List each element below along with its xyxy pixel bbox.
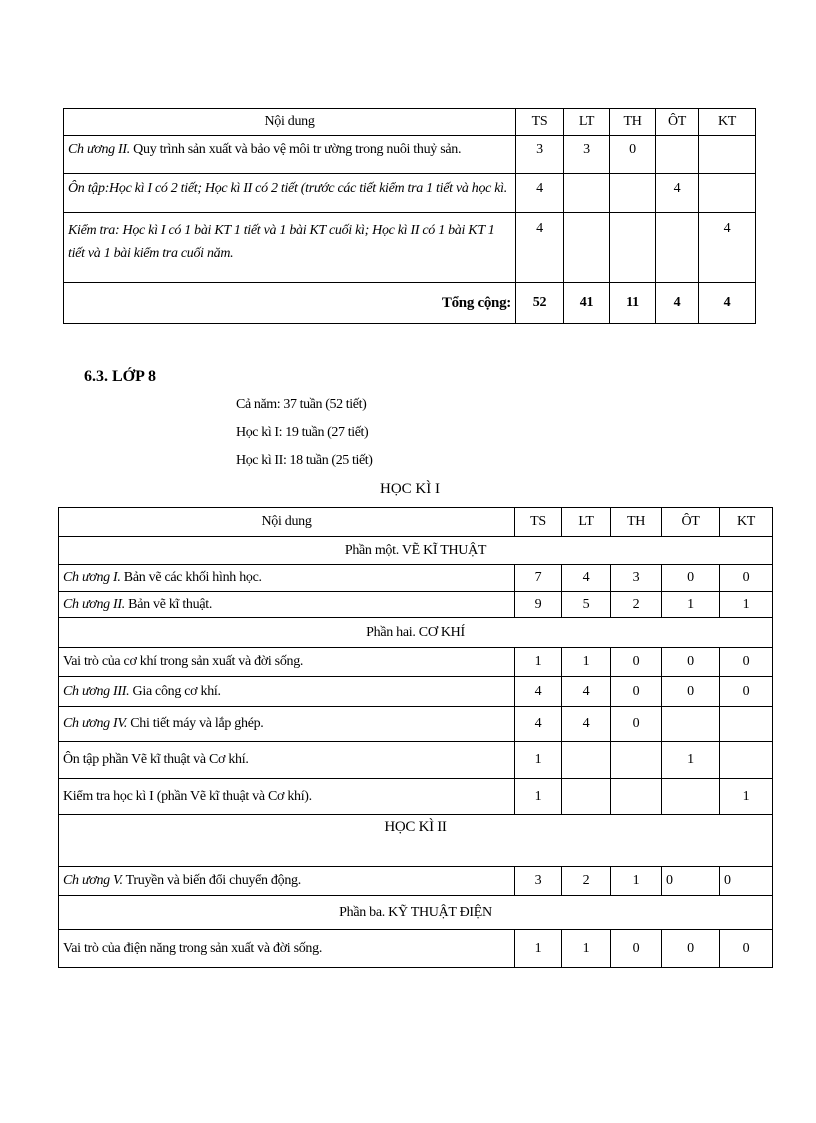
- row-text: Bản vẽ các khối hình học.: [120, 570, 262, 585]
- table-header-row: [64, 109, 756, 136]
- cell-ts: 1: [515, 742, 562, 779]
- cell-ts: 1: [515, 648, 562, 677]
- row-content: Vai trò của điện năng trong sản xuất và đời sống.: [59, 930, 515, 968]
- cell-th: 2: [611, 592, 662, 618]
- cell-ts: 4: [515, 677, 562, 707]
- header-ot: ÔT: [662, 508, 720, 537]
- table-row: [59, 592, 773, 618]
- part-heading-row: [59, 537, 773, 565]
- chapter-label: Ch ương IV.: [63, 716, 128, 731]
- table-row: [59, 867, 773, 896]
- table-curriculum-continued: [63, 108, 756, 324]
- table-row: [59, 930, 773, 968]
- cell-th: [611, 742, 662, 779]
- cell-ot: [656, 213, 699, 283]
- row-content: [59, 565, 515, 592]
- row-content: Ôn tập phần Vẽ kĩ thuật và Cơ khí.: [59, 742, 515, 779]
- row-content: Ôn tập:Học kì I có 2 tiết; Học kì II có 2 tiết (trước các tiết kiểm tra 1 tiết và học kì.: [64, 174, 516, 213]
- row-content: Kiểm tra: Học kì I có 1 bài KT 1 tiết và 1 bài KT cuối kì; Học kì II có 1 bài KT 1 tiết và 1 bài kiểm tra cuối năm.: [64, 213, 516, 283]
- cell-lt: [562, 742, 611, 779]
- cell-th: [610, 213, 656, 283]
- table-header-row: [59, 508, 773, 537]
- chapter-label: Ch ương I.: [63, 570, 121, 585]
- cell-kt: [720, 707, 773, 742]
- table-row: [59, 742, 773, 779]
- header-ot: ÔT: [656, 109, 699, 136]
- info-hoc-ki-1: Học kì I: 19 tuần (27 tiết): [236, 425, 369, 440]
- cell-kt: [699, 136, 756, 174]
- table-row: [59, 677, 773, 707]
- cell-ot: 4: [656, 174, 699, 213]
- cell-ts: 9: [515, 592, 562, 618]
- header-th: TH: [610, 109, 656, 136]
- header-ts: TS: [516, 109, 564, 136]
- cell-lt: 1: [562, 930, 611, 968]
- part-heading-row: [59, 618, 773, 648]
- cell-kt: 0: [720, 565, 773, 592]
- table-row: [59, 648, 773, 677]
- chapter-label: Ch ương V.: [63, 873, 123, 888]
- cell-kt: 1: [720, 779, 773, 815]
- cell-ts: 3: [516, 136, 564, 174]
- cell-lt: 4: [562, 677, 611, 707]
- header-ts: TS: [515, 508, 562, 537]
- cell-ot: [662, 707, 720, 742]
- cell-th: [610, 174, 656, 213]
- cell-th: 0: [611, 707, 662, 742]
- cell-kt: 4: [699, 213, 756, 283]
- cell-kt: [699, 174, 756, 213]
- cell-ot: 0: [662, 648, 720, 677]
- table-row: [59, 707, 773, 742]
- total-ts: 52: [516, 283, 564, 324]
- header-kt: KT: [720, 508, 773, 537]
- cell-kt: 0: [720, 677, 773, 707]
- cell-th: 3: [611, 565, 662, 592]
- section-title: 6.3. LỚP 8: [84, 368, 157, 385]
- semester-2-heading: HỌC KÌ II: [59, 815, 773, 867]
- semester-1-title: HỌC KÌ I: [380, 481, 440, 497]
- chapter-label: Ch ương II.: [68, 142, 130, 157]
- header-kt: KT: [699, 109, 756, 136]
- row-text: Gia công cơ khí.: [129, 683, 221, 699]
- header-noi-dung: Nội dung: [59, 508, 515, 537]
- cell-lt: [564, 174, 610, 213]
- semester-heading-row: [59, 815, 773, 867]
- total-label: Tổng cộng:: [64, 283, 516, 324]
- header-lt: LT: [564, 109, 610, 136]
- table-row: [64, 174, 756, 213]
- row-text: Truyền và biến đổi chuyển động.: [122, 873, 301, 888]
- cell-th: 0: [611, 648, 662, 677]
- table-total-row: [64, 283, 756, 324]
- cell-kt: 0: [720, 648, 773, 677]
- header-noi-dung: Nội dung: [64, 109, 516, 136]
- cell-ot: 1: [662, 742, 720, 779]
- cell-kt: 0: [720, 867, 773, 896]
- cell-th: 0: [611, 677, 662, 707]
- cell-lt: 1: [562, 648, 611, 677]
- cell-ts: 4: [516, 174, 564, 213]
- header-lt: LT: [562, 508, 611, 537]
- cell-th: 1: [611, 867, 662, 896]
- row-content: Kiểm tra học kì I (phần Vẽ kĩ thuật và Cơ khí).: [59, 779, 515, 815]
- row-content: [59, 707, 515, 742]
- chapter-label: Ch ương II.: [63, 596, 125, 612]
- cell-lt: 3: [564, 136, 610, 174]
- part-3-heading: Phần ba. KỸ THUẬT ĐIỆN: [59, 896, 773, 930]
- cell-ts: 1: [515, 779, 562, 815]
- table-row: [59, 779, 773, 815]
- cell-ot: 0: [662, 867, 720, 896]
- cell-ts: 1: [515, 930, 562, 968]
- cell-ot: 0: [662, 677, 720, 707]
- cell-lt: 4: [562, 707, 611, 742]
- cell-ts: 4: [515, 707, 562, 742]
- cell-th: [611, 779, 662, 815]
- cell-ot: [662, 779, 720, 815]
- cell-lt: 2: [562, 867, 611, 896]
- cell-lt: 4: [562, 565, 611, 592]
- part-2-heading: Phần hai. CƠ KHÍ: [59, 618, 773, 648]
- cell-ot: 1: [662, 592, 720, 618]
- table-row: [64, 136, 756, 174]
- cell-kt: [720, 742, 773, 779]
- cell-lt: [562, 779, 611, 815]
- cell-ts: 3: [515, 867, 562, 896]
- total-th: 11: [610, 283, 656, 324]
- cell-th: 0: [610, 136, 656, 174]
- row-content: Vai trò của cơ khí trong sản xuất và đời sống.: [59, 648, 515, 677]
- cell-ot: [656, 136, 699, 174]
- cell-ts: 4: [516, 213, 564, 283]
- row-content: [59, 677, 515, 707]
- chapter-label: Ch ương III.: [63, 683, 130, 699]
- header-th: TH: [611, 508, 662, 537]
- row-content: [64, 136, 516, 174]
- part-heading-row: [59, 896, 773, 930]
- cell-ot: 0: [662, 930, 720, 968]
- cell-kt: 0: [720, 930, 773, 968]
- info-ca-nam: Cả năm: 37 tuần (52 tiết): [236, 397, 367, 412]
- part-1-heading: Phần một. VẼ KĨ THUẬT: [59, 537, 773, 565]
- table-row: [59, 565, 773, 592]
- cell-ts: 7: [515, 565, 562, 592]
- row-text: Quy trình sản xuất và bảo vệ môi tr ường trong nuôi thuỷ sản.: [129, 142, 462, 157]
- row-content: [59, 867, 515, 896]
- cell-lt: [564, 213, 610, 283]
- cell-kt: 1: [720, 592, 773, 618]
- table-row: [64, 213, 756, 283]
- row-text: Chi tiết máy và lắp ghép.: [127, 716, 264, 731]
- table-grade-8: [58, 507, 773, 968]
- total-kt: 4: [699, 283, 756, 324]
- total-lt: 41: [564, 283, 610, 324]
- row-text: Bản vẽ kĩ thuật.: [124, 596, 213, 612]
- info-hoc-ki-2: Học kì II: 18 tuần (25 tiết): [236, 453, 373, 468]
- total-ot: 4: [656, 283, 699, 324]
- row-content: [59, 592, 515, 618]
- cell-lt: 5: [562, 592, 611, 618]
- cell-th: 0: [611, 930, 662, 968]
- cell-ot: 0: [662, 565, 720, 592]
